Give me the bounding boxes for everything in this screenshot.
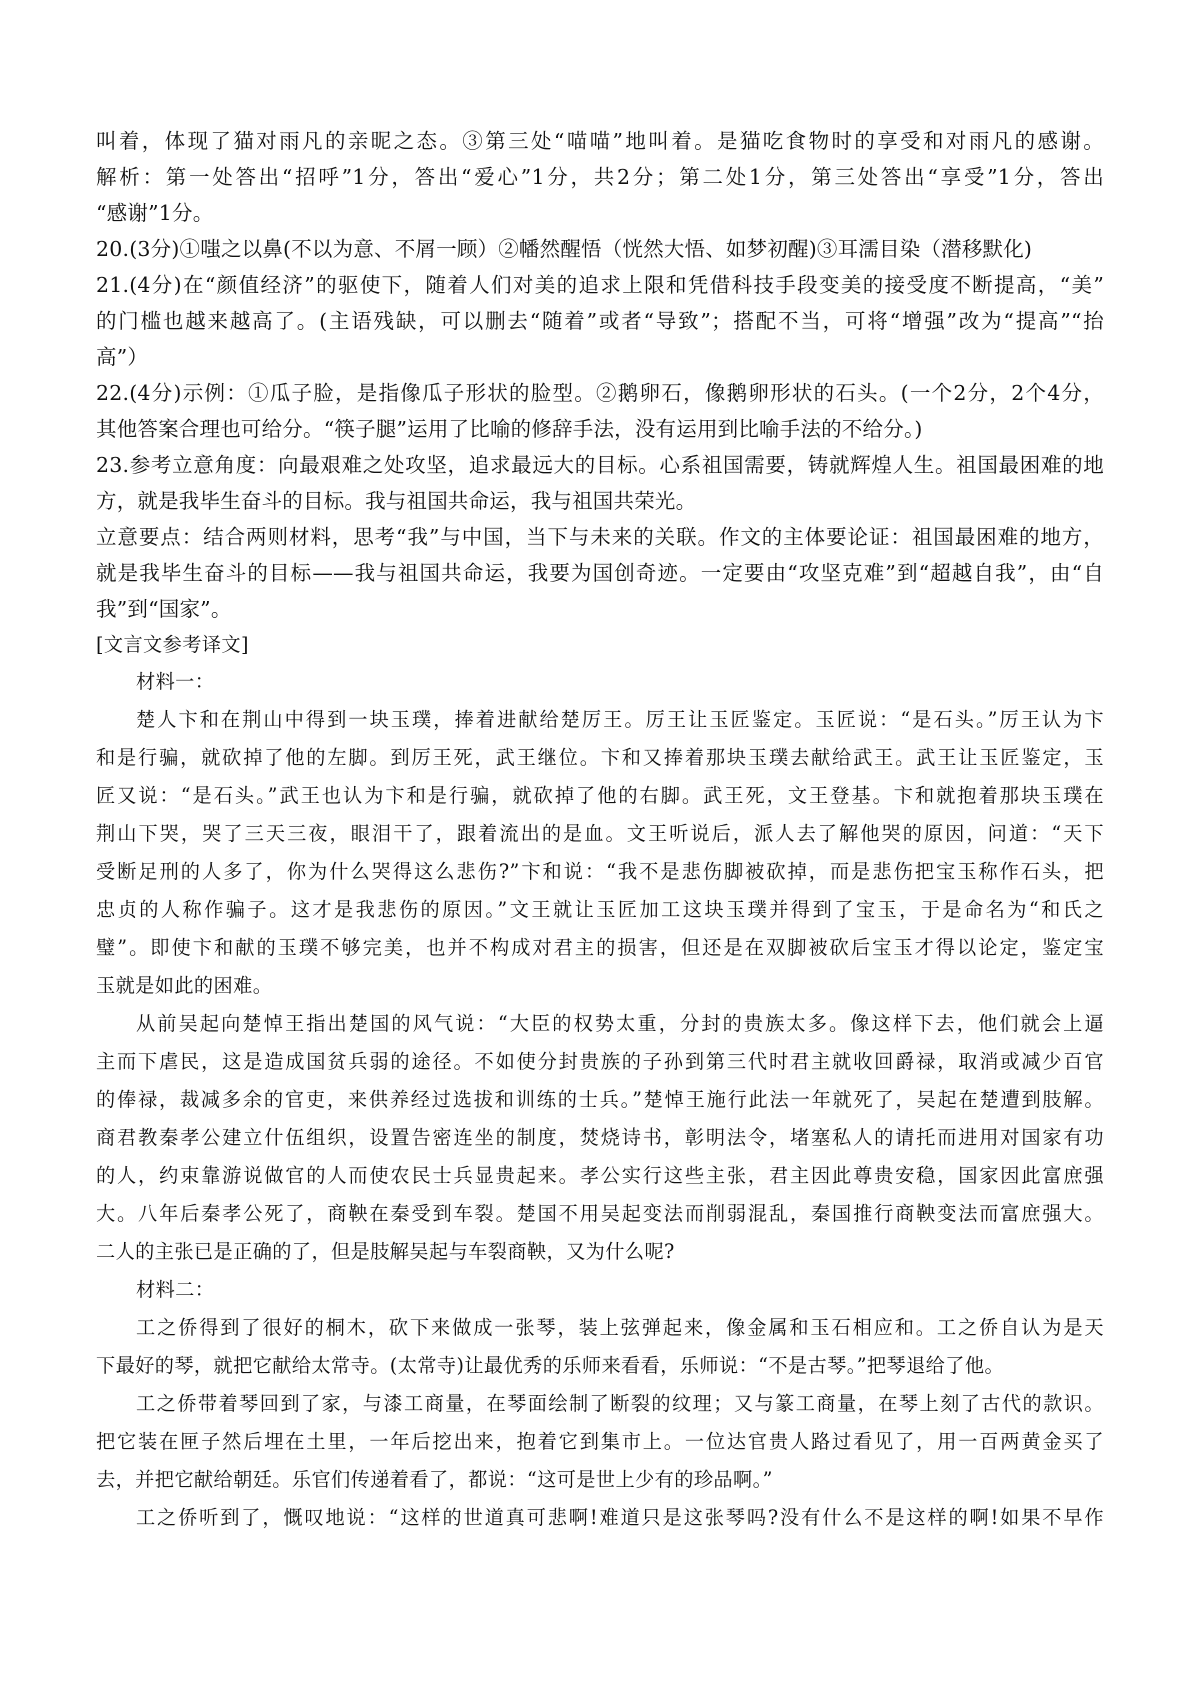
answer-q23-key-points: 立意要点：结合两则材料，思考“我”与中国，当下与未来的关联。作文的主体要论证：祖国最困难的地方，	[96, 525, 1104, 549]
paragraph-bian-he-line: 玉就是如此的困难。	[96, 974, 273, 997]
answer-q19-continued: 叫着，体现了猫对雨凡的亲昵之态。③第三处“喵喵”地叫着。是猫吃食物时的享受和对雨凡的感谢。	[96, 129, 1104, 153]
paragraph-bian-he-line: 荆山下哭，哭了三天三夜，眼泪干了，跟着流出的是血。文王听说后，派人去了解他哭的原因，问道：“天下	[96, 822, 1104, 845]
paragraph-bian-he-line: 楚人卞和在荆山中得到一块玉璞，捧着进献给楚厉王。厉王让玉匠鉴定。玉匠说：“是石头。”厉王认为卞	[136, 708, 1104, 731]
answer-q23-key-points-line3: 我”到“国家”。	[96, 597, 232, 621]
translation-section-title: [文言文参考译文]	[96, 633, 249, 656]
answer-q23-line2: 方，就是我毕生奋斗的目标。我与祖国共命运，我与祖国共荣光。	[96, 489, 697, 513]
paragraph-qin-aging-line: 把它装在匣子然后埋在土里，一年后挖出来，抱着它到集市上。一位达官贵人路过看见了，用一百两黄金买了	[96, 1430, 1104, 1453]
answer-q21-line2: 的门槛也越来越高了。(主语残缺，可以删去“随着”或者“导致”；搭配不当，可将“增强”改为“提高”“抬	[96, 309, 1104, 333]
material-one-label: 材料一：	[136, 670, 215, 693]
paragraph-gong-zhiqiao-line: 下最好的琴，就把它献给太常寺。(太常寺)让最优秀的乐师来看看，乐师说：“不是古琴。”把琴退给了他。	[96, 1354, 1005, 1377]
material-two-label: 材料二：	[136, 1278, 215, 1301]
paragraph-qin-aging-line: 去，并把它献给朝廷。乐官们传递着看了，都说：“这可是世上少有的珍品啊。”	[96, 1468, 773, 1491]
answer-q22-line2: 其他答案合理也可给分。“筷子腿”运用了比喻的修辞手法，没有运用到比喻手法的不给分。)	[96, 417, 923, 441]
paragraph-wu-qi-line: 主而下虐民，这是造成国贫兵弱的途径。不如使分封贵族的子孙到第三代时君主就收回爵禄，取消或减少百官	[96, 1050, 1104, 1073]
paragraph-wu-qi-line: 二人的主张已是正确的了，但是肢解吴起与车裂商鞅，又为什么呢?	[96, 1240, 675, 1263]
paragraph-wu-qi-line: 的人，约束靠游说做官的人而使农民士兵显贵起来。孝公实行这些主张，君主因此尊贵安稳，国家因此富庶强	[96, 1164, 1104, 1187]
paragraph-gong-zhiqiao-line: 工之侨得到了很好的桐木，砍下来做成一张琴，装上弦弹起来，像金属和玉石相应和。工之侨自认为是天	[136, 1316, 1104, 1339]
paragraph-lament-line: 工之侨听到了，慨叹地说：“这样的世道真可悲啊!难道只是这张琴吗?没有什么不是这样的啊!如果不早作	[136, 1506, 1104, 1529]
answer-q19-explanation-end: “感谢”1分。	[96, 201, 214, 225]
paragraph-qin-aging-line: 工之侨带着琴回到了家，与漆工商量，在琴面绘制了断裂的纹理；又与篆工商量，在琴上刻了古代的款识。	[136, 1392, 1104, 1415]
paragraph-wu-qi-line: 的俸禄，裁减多余的官吏，来供养经过选拔和训练的士兵。”楚悼王施行此法一年就死了，吴起在楚遭到肢解。	[96, 1088, 1104, 1111]
paragraph-bian-he-line: 忠贞的人称作骗子。这才是我悲伤的原因。”文王就让玉匠加工这块玉璞并得到了宝玉，于是命名为“和氏之	[96, 898, 1104, 921]
paragraph-bian-he-line: 受断足刑的人多了，你为什么哭得这么悲伤?”卞和说：“我不是悲伤脚被砍掉，而是悲伤把宝玉称作石头，把	[96, 860, 1104, 883]
answer-q21-line3: 高”）	[96, 345, 149, 369]
paragraph-wu-qi-line: 从前吴起向楚悼王指出楚国的风气说：“大臣的权势太重，分封的贵族太多。像这样下去，他们就会上逼	[136, 1012, 1104, 1035]
paragraph-bian-he-line: 璧”。即使卞和献的玉璞不够完美，也并不构成对君主的损害，但还是在双脚被砍后宝玉才得以论定，鉴定宝	[96, 936, 1104, 959]
paragraph-bian-he-line: 匠又说：“是石头。”武王也认为卞和是行骗，就砍掉了他的右脚。武王死，文王登基。卞和就抱着那块玉璞在	[96, 784, 1104, 807]
paragraph-wu-qi-line: 大。八年后秦孝公死了，商鞅在秦受到车裂。楚国不用吴起变法而削弱混乱，秦国推行商鞅变法而富庶强大。	[96, 1202, 1104, 1225]
answer-q23-key-points-line2: 就是我毕生奋斗的目标——我与祖国共命运，我要为国创奇迹。一定要由“攻坚克难”到“超越自我”，由“自	[96, 561, 1104, 585]
answer-q21: 21.(4分)在“颜值经济”的驱使下，随着人们对美的追求上限和凭借科技手段变美的接受度不断提高，“美”	[96, 273, 1104, 297]
answer-q20: 20.(3分)①嗤之以鼻(不以为意、不屑一顾）②幡然醒悟（恍然大悟、如梦初醒)③耳濡目染（潜移默化)	[96, 237, 1033, 261]
answer-q19-explanation: 解析：第一处答出“招呼”1分，答出“爱心”1分，共2分；第二处1分，第三处答出“享受”1分，答出	[96, 165, 1104, 189]
answer-q23: 23.参考立意角度：向最艰难之处攻坚，追求最远大的目标。心系祖国需要，铸就辉煌人生。祖国最困难的地	[96, 453, 1104, 477]
answer-q22: 22.(4分)示例：①瓜子脸，是指像瓜子形状的脸型。②鹅卵石，像鹅卵形状的石头。(一个2分，2个4分，	[96, 381, 1104, 405]
paragraph-bian-he-line: 和是行骗，就砍掉了他的左脚。到厉王死，武王继位。卞和又捧着那块玉璞去献给武王。武王让玉匠鉴定，玉	[96, 746, 1104, 769]
paragraph-wu-qi-line: 商君教秦孝公建立什伍组织，设置告密连坐的制度，焚烧诗书，彰明法令，堵塞私人的请托而进用对国家有功	[96, 1126, 1104, 1149]
